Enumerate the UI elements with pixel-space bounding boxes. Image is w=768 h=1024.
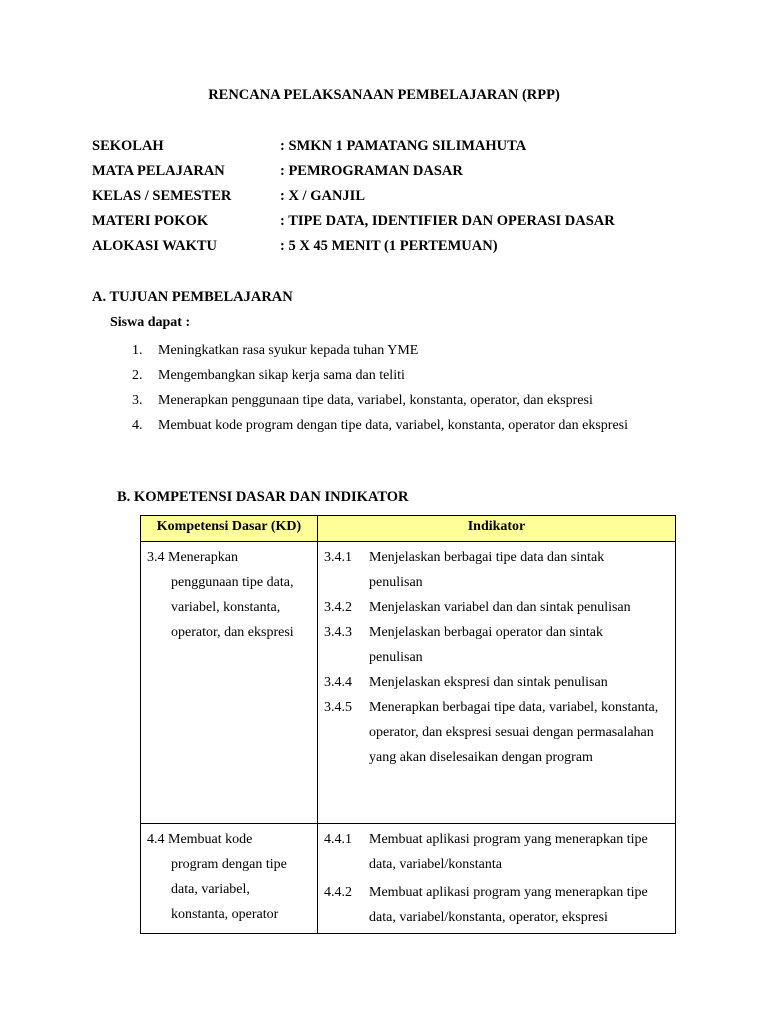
table-row — [141, 542, 676, 824]
indicator-text: Membuat aplikasi program yang menerapkan tipe data, variabel/konstanta, operator, ekspresi — [369, 885, 648, 925]
indicator-item — [324, 670, 669, 695]
document-title: RENCANA PELAKSANAAN PEMBELAJARAN (RPP) — [208, 87, 560, 103]
table-header-indikator: Indikator — [318, 516, 676, 542]
indicator-item — [324, 880, 669, 930]
kd-cell — [141, 542, 318, 824]
indicator-text: Menjelaskan ekspresi dan sintak penulisan — [369, 675, 608, 690]
indicator-item — [324, 695, 659, 770]
list-text: Membuat kode program dengan tipe data, variabel, konstanta, operator dan ekspresi — [158, 418, 629, 433]
info-value: : TIPE DATA, IDENTIFIER DAN OPERASI DASAR — [280, 213, 615, 229]
info-label: SEKOLAH — [92, 138, 164, 154]
list-text: Meningkatkan rasa syukur kepada tuhan YME — [158, 343, 419, 358]
indicator-text: Membuat aplikasi program yang menerapkan tipe data, variabel/konstanta — [369, 832, 648, 872]
info-value: : PEMROGRAMAN DASAR — [280, 163, 463, 179]
table-header-kd: Kompetensi Dasar (KD) — [141, 516, 318, 542]
list-item — [132, 338, 692, 363]
indicator-code: 3.4.4 — [324, 675, 352, 690]
indicator-item — [324, 827, 669, 877]
list-item — [132, 363, 692, 388]
indicator-code: 3.4.2 — [324, 600, 352, 615]
indicator-item — [324, 595, 669, 620]
indicator-text: Menjelaskan variabel dan dan sintak penulisan — [369, 600, 631, 615]
kd-text: 4.4 Membuat kode program dengan tipe data, variabel, konstanta, operator — [147, 832, 287, 922]
info-label: MATA PELAJARAN — [92, 163, 225, 179]
indicator-code: 3.4.5 — [324, 700, 352, 715]
info-label: KELAS / SEMESTER — [92, 188, 232, 204]
objectives-list — [132, 338, 692, 438]
section-a-heading: A. TUJUAN PEMBELAJARAN — [92, 289, 293, 305]
list-text: Menerapkan penggunaan tipe data, variabel, konstanta, operator, dan ekspresi — [158, 393, 593, 408]
kd-text: 3.4 Menerapkan penggunaan tipe data, variabel, konstanta, operator, dan ekspresi — [147, 550, 294, 640]
table-header-row — [141, 516, 676, 542]
list-item — [132, 388, 692, 413]
indicator-code: 3.4.3 — [324, 625, 352, 640]
indicator-cell — [318, 824, 676, 934]
kd-cell — [141, 824, 318, 934]
list-number: 4. — [132, 418, 143, 433]
indicator-text: Menjelaskan berbagai operator dan sintak penulisan — [369, 625, 604, 665]
info-value: : X / GANJIL — [280, 188, 365, 204]
list-number: 1. — [132, 343, 143, 358]
list-number: 3. — [132, 393, 143, 408]
info-label: MATERI POKOK — [92, 213, 209, 229]
list-text: Mengembangkan sikap kerja sama dan teliti — [158, 368, 405, 383]
indicator-cell — [318, 542, 676, 824]
indicator-text: Menerapkan berbagai tipe data, variabel, konstanta, operator, dan ekspresi sesuai dengan permasalahan yang akan diselesaikan dengan program — [369, 700, 659, 765]
info-value: : SMKN 1 PAMATANG SILIMAHUTA — [280, 138, 527, 154]
indicator-item — [324, 545, 649, 595]
indicator-code: 4.4.2 — [324, 885, 352, 900]
competency-table — [140, 515, 676, 934]
indicator-item — [324, 620, 649, 670]
info-value: : 5 X 45 MENIT (1 PERTEMUAN) — [280, 238, 498, 254]
info-label: ALOKASI WAKTU — [92, 238, 218, 254]
indicator-text: Menjelaskan berbagai tipe data dan sintak penulisan — [369, 550, 605, 590]
section-b-heading: B. KOMPETENSI DASAR DAN INDIKATOR — [117, 489, 409, 505]
list-item — [132, 413, 663, 438]
section-a-intro: Siswa dapat : — [110, 315, 191, 330]
list-number: 2. — [132, 368, 143, 383]
indicator-code: 4.4.1 — [324, 832, 352, 847]
table-row — [141, 824, 676, 934]
indicator-code: 3.4.1 — [324, 550, 352, 565]
